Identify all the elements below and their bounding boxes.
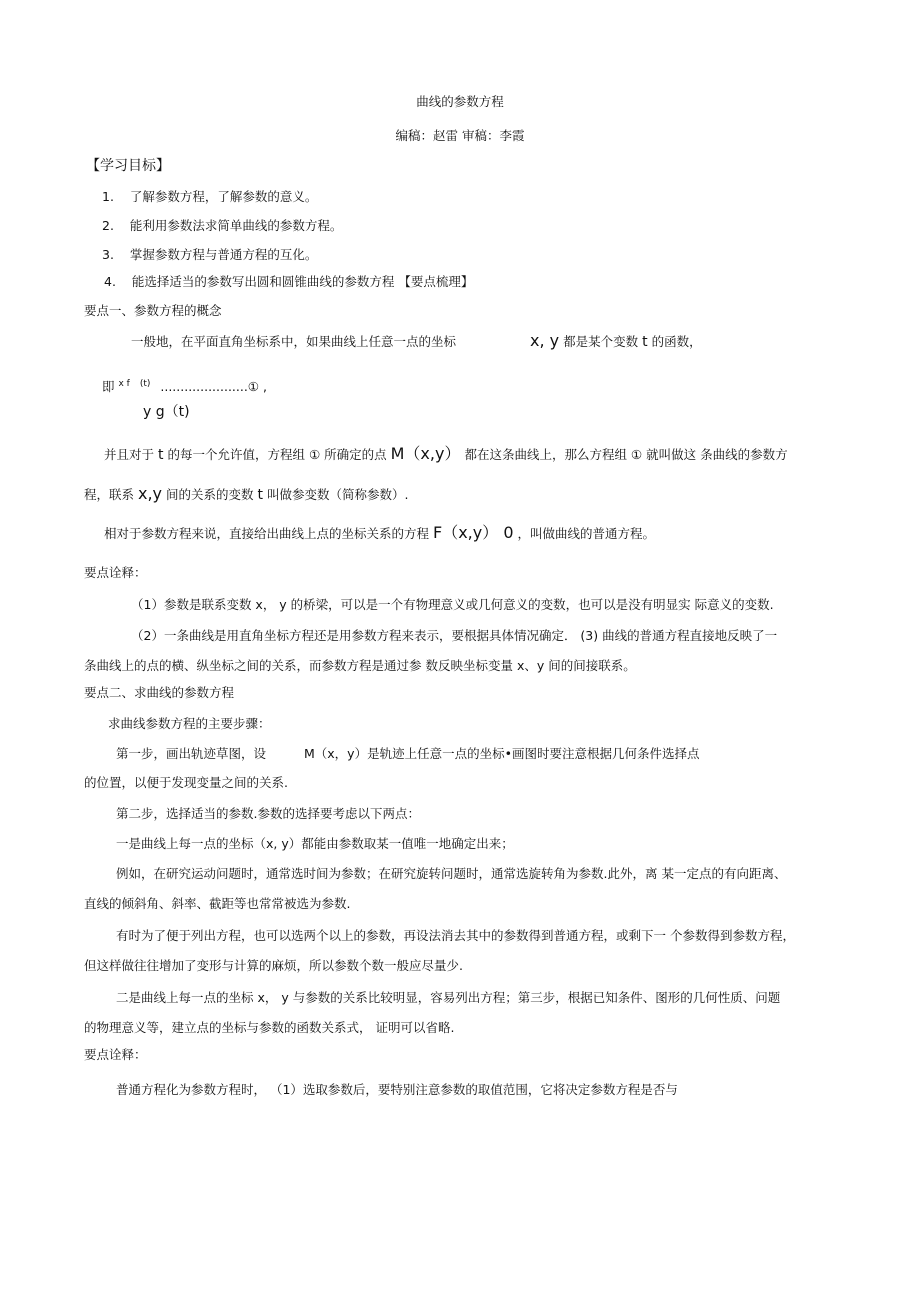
text: ，叫做曲线的普通方程。 [517,526,655,541]
objective-number: 3. [102,247,114,262]
text: 程，联系 [84,487,135,502]
text: 相对于参数方程来说，直接给出曲线上点的坐标关系的方程 [104,526,430,541]
objective-text: 能选择适当的参数写出圆和圆锥曲线的参数方程 【要点梳理】 [131,274,474,289]
section1-paragraph-2-cont [84,486,408,503]
multiple-params-note: 有时为了便于列出方程，也可以选两个以上的参数，再设法消去其中的参数得到普通方程，或剩下一 个参数得到参数方程， [116,928,795,943]
point-2: 二是曲线上每一点的坐标 x， y 与参数的关系比较明显，容易列出方程；第三步，根据已知条件、图形的几何性质、问题 [116,990,781,1005]
objective-item-2 [102,218,342,234]
math-t: t [158,447,164,463]
section2-notes-heading: 要点诠释： [84,1047,147,1062]
document-title: 曲线的参数方程 [416,94,504,109]
text: 都在这条曲线上，那么方程组 ① 就叫做这 条曲线的参数方 [464,447,788,462]
step-1-cont: 的位置，以便于发现变量之间的关系. [84,775,288,790]
section1-notes-heading: 要点诠释： [84,565,147,580]
parametric-formula-y: y g（t) [143,404,190,420]
multiple-params-note-cont: 但这样做往往增加了变形与计算的麻烦，所以参数个数一般应尽量少. [84,958,463,973]
section1-paragraph-3 [104,525,655,542]
step-2: 第二步，选择适当的参数.参数的选择要考虑以下两点： [116,806,420,821]
step-1 [116,746,699,762]
steps-intro: 求曲线参数方程的主要步骤： [108,716,271,731]
objective-number: 4. [104,274,116,289]
math-xy: x,y [138,484,163,503]
objective-item-3 [102,247,317,263]
section1-heading: 要点一、参数方程的概念 [84,303,222,318]
parametric-formula-x [102,379,267,397]
section1-note-2: （2）一条曲线是用直角坐标方程还是用参数方程来表示，要根据具体情况确定． (3) 曲线的普通方程直接地反映了一 [131,628,778,643]
math-point-M: M（x,y） [390,444,461,463]
text: 的每一个允许值，方程组 ① 所确定的点 [167,447,387,462]
text: 第一步，画出轨迹草图，设 [116,746,267,761]
text: 间的关系的变数 [166,487,254,502]
section1-paragraph-2 [104,446,788,463]
formula-comma: , [263,379,267,394]
text: M（x，y）是轨迹上任意一点的坐标•画图时要注意根据几何条件选择点 [304,746,700,761]
math-xy: x, y [530,331,560,350]
section2-note-1: 普通方程化为参数方程时， （1）选取参数后，要特别注意参数的取值范围，它将决定参数方程是否与 [116,1082,678,1097]
formula-x-equation: x f [118,379,130,389]
point-2-cont: 的物理意义等，建立点的坐标与参数的函数关系式， 证明可以省略. [84,1020,455,1035]
text: 并且对于 [104,447,155,462]
section2-heading: 要点二、求曲线的参数方程 [84,685,235,700]
text: 一般地，在平面直角坐标系中，如果曲线上任意一点的坐标 [131,334,457,349]
formula-x-argument: (t) [139,379,151,389]
example: 例如，在研究运动问题时，通常选时间为参数；在研究旋转问题时，通常选旋转角为参数.此外，离 某一定点的有向距离、 [116,866,787,881]
byline: 编稿：赵雷 审稿：李霞 [395,128,525,143]
math-t: t [642,334,648,350]
formula-label: ......................① [160,379,260,394]
math-general-equation: F（x,y） 0 [433,523,514,542]
objective-number: 2. [102,218,114,233]
section1-paragraph-1 [131,333,702,350]
section1-note-1: （1）参数是联系变数 x， y 的桥梁，可以是一个有物理意义或几何意义的变数，也可以是没有明显实 际意义的变数. [131,597,774,612]
objective-text: 掌握参数方程与普通方程的互化。 [129,247,318,262]
formula-prefix: 即 [102,379,115,394]
text: 都是某个变数 [563,334,639,349]
section1-note-2-cont: 条曲线上的点的横、纵坐标之间的关系，而参数方程是通过参 数反映坐标变量 x、y 间的间接联系。 [84,658,636,673]
point-1: 一是曲线上每一点的坐标（x, y）都能由参数取某一值唯一地确定出来； [116,836,514,851]
objective-item-4 [104,274,473,290]
objective-text: 能利用参数法求简单曲线的参数方程。 [129,218,343,233]
objectives-heading: 【学习目标】 [86,158,170,174]
example-cont: 直线的倾斜角、斜率、截距等也常常被选为参数. [84,896,351,911]
objective-item-1 [102,189,317,205]
objective-number: 1. [102,189,114,204]
objective-text: 了解参数方程，了解参数的意义。 [129,189,318,204]
text: 的函数， [651,334,702,349]
math-t: t [257,487,264,503]
text: 叫做参变数（简称参数）. [267,487,409,502]
